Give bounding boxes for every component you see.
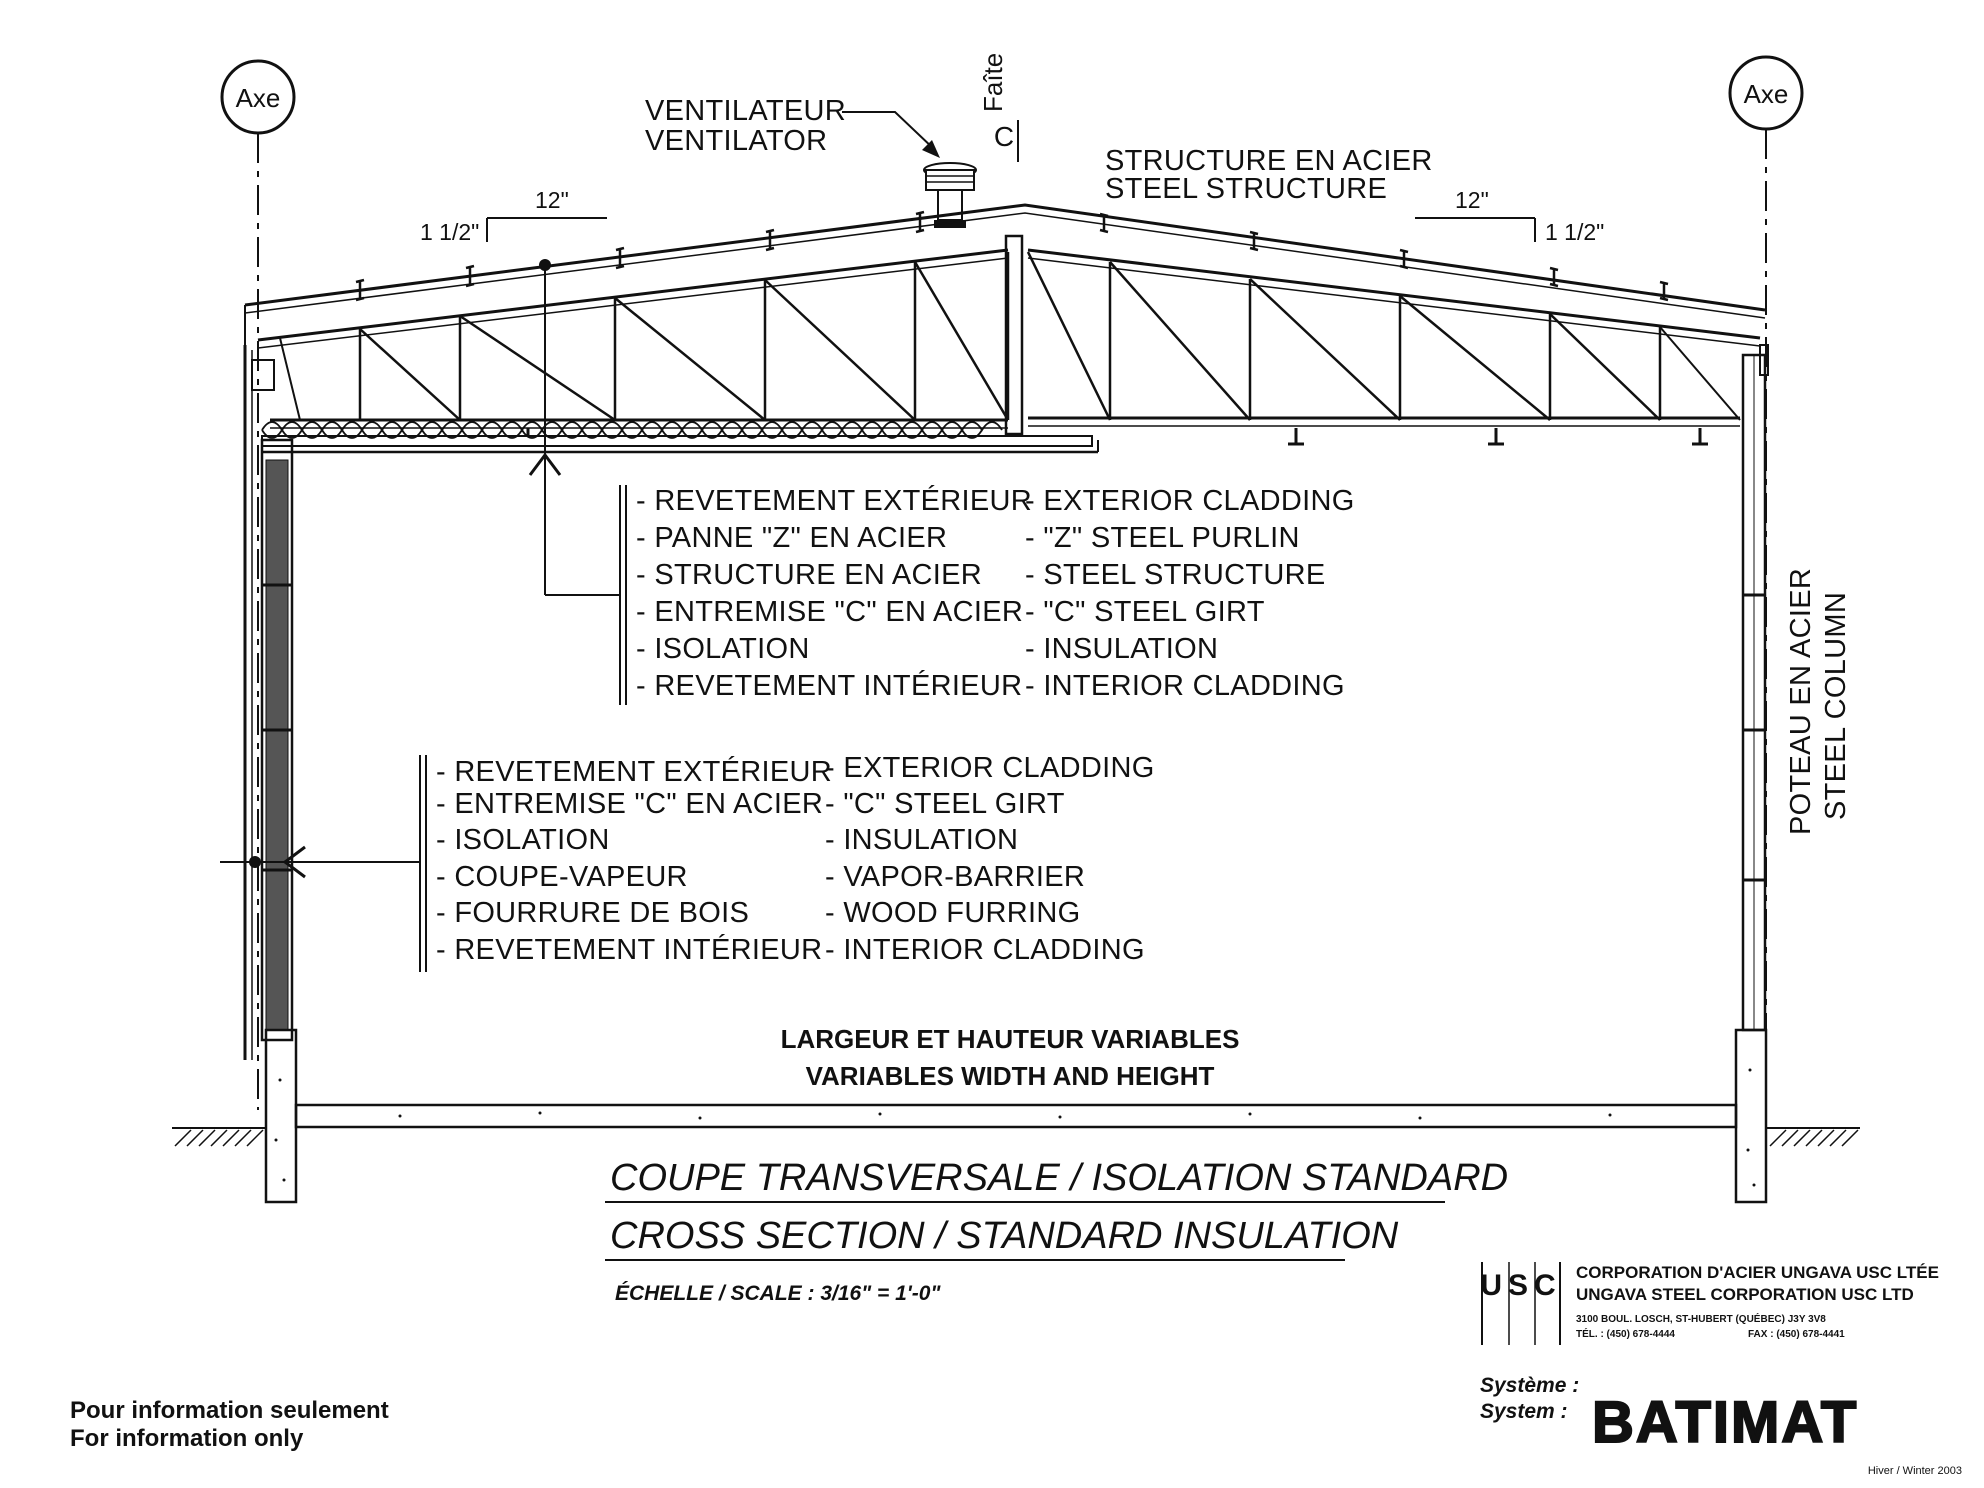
- ceiling-insulation: [262, 422, 1098, 452]
- svg-text:LARGEUR ET HAUTEUR VARIABLES: LARGEUR ET HAUTEUR VARIABLES: [780, 1024, 1240, 1054]
- svg-text:STEEL STRUCTURE: STEEL STRUCTURE: [1105, 173, 1388, 205]
- svg-text:CORPORATION D'ACIER UNGAVA USC: CORPORATION D'ACIER UNGAVA USC LTÉE: [1576, 1263, 1939, 1282]
- svg-text:- WOOD FURRING: - WOOD FURRING: [825, 897, 1081, 929]
- batimat-logo: BATIMAT: [1592, 1390, 1859, 1455]
- roof-spec-fr: [636, 484, 1032, 702]
- svg-text:- PANNE "Z" EN ACIER: - PANNE "Z" EN ACIER: [636, 522, 948, 554]
- steel-column-label: [1785, 568, 1852, 835]
- svg-text:- FOURRURE DE BOIS: - FOURRURE DE BOIS: [436, 897, 750, 929]
- svg-text:- STEEL STRUCTURE: - STEEL STRUCTURE: [1025, 559, 1326, 591]
- svg-text:Pour information seulement: Pour information seulement: [70, 1397, 389, 1424]
- svg-text:- STRUCTURE EN ACIER: - STRUCTURE EN ACIER: [636, 559, 982, 591]
- company-block: [1480, 1262, 1939, 1345]
- svg-text:- ENTREMISE "C" EN ACIER: - ENTREMISE "C" EN ACIER: [436, 788, 824, 820]
- dimensions-note: [781, 1024, 1240, 1091]
- svg-text:12": 12": [1455, 187, 1489, 213]
- svg-text:1 1/2": 1 1/2": [420, 219, 480, 245]
- svg-text:- "C" STEEL GIRT: - "C" STEEL GIRT: [825, 788, 1065, 820]
- right-column: [1743, 345, 1768, 1030]
- svg-text:- REVETEMENT INTÉRIEUR: - REVETEMENT INTÉRIEUR: [436, 934, 823, 966]
- svg-text:For information only: For information only: [70, 1425, 304, 1452]
- roof-purlins: [356, 212, 1668, 300]
- svg-text:Hiver / Winter 2003: Hiver / Winter 2003: [1867, 1465, 1962, 1477]
- slope-indicator-left: [420, 187, 607, 245]
- svg-text:System :: System :: [1480, 1400, 1568, 1423]
- usc-logo: [1480, 1262, 1561, 1345]
- svg-text:- EXTERIOR CLADDING: - EXTERIOR CLADDING: [1025, 485, 1355, 517]
- wall-spec-callout: [220, 752, 1155, 972]
- svg-text:1 1/2": 1 1/2": [1545, 219, 1605, 245]
- title-fr: COUPE TRANSVERSALE / ISOLATION STANDARD: [610, 1157, 1509, 1199]
- ridge-label: Faîte: [978, 52, 1008, 112]
- svg-text:STRUCTURE EN ACIER: STRUCTURE EN ACIER: [1105, 145, 1433, 177]
- title-en: CROSS SECTION / STANDARD INSULATION: [610, 1215, 1399, 1257]
- ventilator: [645, 95, 976, 228]
- svg-text:- INTERIOR CLADDING: - INTERIOR CLADDING: [825, 934, 1145, 966]
- svg-text:- INSULATION: - INSULATION: [1025, 633, 1219, 665]
- svg-text:- INSULATION: - INSULATION: [825, 824, 1019, 856]
- centerline-symbol: C: [993, 121, 1015, 152]
- ventilator-label-fr: VENTILATEUR: [645, 95, 846, 127]
- svg-text:- "Z" STEEL PURLIN: - "Z" STEEL PURLIN: [1025, 522, 1300, 554]
- svg-text:FAX : (450) 678-4441: FAX : (450) 678-4441: [1748, 1329, 1845, 1340]
- svg-text:- ISOLATION: - ISOLATION: [636, 633, 810, 665]
- steel-structure-label: [1105, 145, 1433, 205]
- scale-note: ÉCHELLE / SCALE : 3/16" = 1'-0": [615, 1282, 941, 1305]
- svg-text:- REVETEMENT EXTÉRIEUR: - REVETEMENT EXTÉRIEUR: [636, 485, 1033, 517]
- svg-text:VARIABLES WIDTH AND HEIGHT: VARIABLES WIDTH AND HEIGHT: [805, 1061, 1215, 1091]
- svg-text:TÉL. : (450) 678-4444: TÉL. : (450) 678-4444: [1576, 1329, 1675, 1340]
- svg-text:- COUPE-VAPEUR: - COUPE-VAPEUR: [436, 861, 688, 893]
- svg-text:Système :: Système :: [1480, 1374, 1580, 1397]
- svg-text:POTEAU EN ACIER: POTEAU EN ACIER: [1785, 567, 1817, 835]
- svg-text:USC: USC: [1480, 1269, 1562, 1302]
- svg-text:STEEL COLUMN: STEEL COLUMN: [1820, 591, 1852, 820]
- system-block: [1480, 1374, 1962, 1477]
- svg-text:3100 BOUL. LOSCH, ST-HUBERT (Q: 3100 BOUL. LOSCH, ST-HUBERT (QUÉBEC) J3Y 3V8: [1576, 1314, 1826, 1325]
- svg-text:UNGAVA STEEL CORPORATION USC L: UNGAVA STEEL CORPORATION USC LTD: [1576, 1285, 1914, 1304]
- axis-label-right: Axe: [1743, 79, 1789, 109]
- roof-spec-callout: [530, 259, 1355, 705]
- ridge-centerline: [978, 53, 1018, 162]
- svg-text:- EXTERIOR CLADDING: - EXTERIOR CLADDING: [825, 752, 1155, 784]
- wall-spec-en: [825, 752, 1155, 966]
- drawing-title: [605, 1157, 1508, 1305]
- svg-text:- ISOLATION: - ISOLATION: [436, 824, 610, 856]
- svg-text:- "C" STEEL GIRT: - "C" STEEL GIRT: [1025, 596, 1265, 628]
- wall-spec-fr: [436, 755, 832, 966]
- slope-indicator-right: [1415, 187, 1604, 245]
- svg-text:12": 12": [535, 187, 569, 213]
- svg-text:- REVETEMENT EXTÉRIEUR: - REVETEMENT EXTÉRIEUR: [436, 756, 833, 788]
- svg-text:- ENTREMISE "C" EN ACIER: - ENTREMISE "C" EN ACIER: [636, 596, 1024, 628]
- svg-text:- VAPOR-BARRIER: - VAPOR-BARRIER: [825, 861, 1086, 893]
- axis-label-left: Axe: [235, 83, 281, 113]
- roof-spec-en: [1025, 485, 1355, 702]
- ventilator-label-en: VENTILATOR: [645, 125, 828, 157]
- disclaimer: [70, 1397, 389, 1452]
- svg-text:- INTERIOR CLADDING: - INTERIOR CLADDING: [1025, 670, 1345, 702]
- svg-text:- REVETEMENT INTÉRIEUR: - REVETEMENT INTÉRIEUR: [636, 670, 1023, 702]
